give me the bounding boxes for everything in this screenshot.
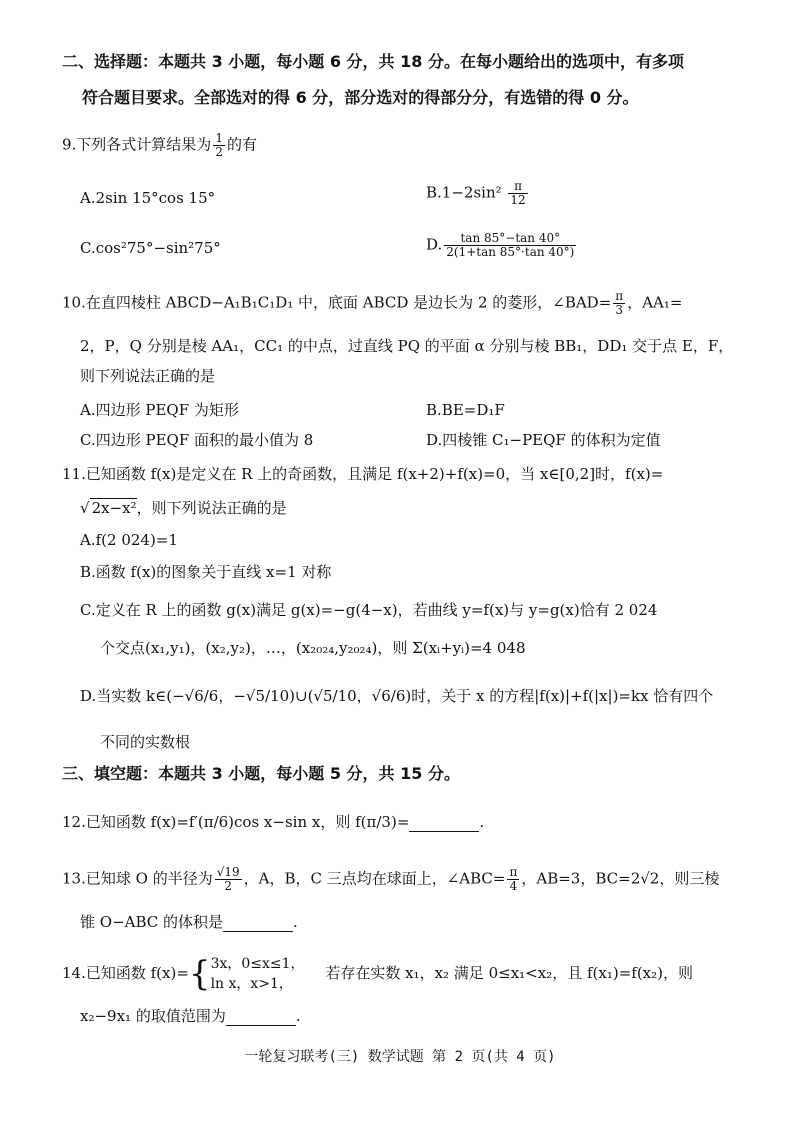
- q13-text-b: ，A，B，C 三点均在球面上，∠ABC=: [243, 869, 506, 888]
- q13-text-a: 13.已知球 O 的半径为: [62, 869, 213, 888]
- q11-option-a: A.f(2 024)=1: [80, 531, 178, 549]
- section2-header-line2: 符合题目要求。全部选对的得 6 分，部分选对的得部分分，有选错的得 0 分。: [82, 88, 639, 107]
- q14-period: .: [295, 1007, 301, 1025]
- q10-option-c: C.四边形 PEQF 面积的最小值为 8: [80, 431, 314, 449]
- q11-option-c-line2: 个交点(x₁,y₁)，(x₂,y₂)，…，(x₂₀₂₄,y₂₀₂₄)，则 Σ(xᵢ+yᵢ)=4 048: [100, 639, 526, 657]
- q13-angle-frac: [507, 866, 519, 893]
- q10-angle-frac: [613, 290, 625, 317]
- q10-option-d: D.四棱锥 C₁−PEQF 的体积为定值: [426, 431, 661, 449]
- q12-period: .: [479, 813, 485, 831]
- q10-option-b: B.BE=D₁F: [426, 401, 505, 419]
- q13-angle-num: π: [509, 865, 518, 879]
- q13-radius-frac: [215, 866, 242, 893]
- q9-option-d-text: D.: [426, 235, 443, 254]
- q9-option-b-num: π: [508, 180, 527, 194]
- q12-answer-blank[interactable]: [409, 817, 479, 832]
- q14-case2: ln x，x>1，: [210, 976, 293, 992]
- q9-stem-text: 9.下列各式计算结果为: [62, 135, 212, 154]
- q13-line1: [62, 866, 719, 893]
- q9-option-b-text: B.1−2sin²: [426, 183, 507, 202]
- section2-header-line1: 二、选择题：本题共 3 小题，每小题 6 分，共 18 分。在每小题给出的选项中，有多项: [62, 52, 684, 71]
- section3-header: 三、填空题：本题共 3 小题，每小题 5 分，共 15 分。: [62, 764, 460, 783]
- q10-line3: 则下列说法正确的是: [80, 367, 216, 385]
- q9-option-d-frac: [444, 232, 576, 259]
- q14-case1: 3x，0≤x≤1，: [210, 956, 305, 972]
- q9-stem: [62, 132, 257, 159]
- q13-line2-text: 锥 O−ABC 的体积是: [80, 913, 224, 931]
- q13-line2: [80, 912, 298, 932]
- q11-option-d-line1: D.当实数 k∈(−√6/6，−√5/10)∪(√5/10，√6/6)时，关于 x 的方程|f(x)|+f(|x|)=kx 恰有四个: [80, 687, 714, 705]
- q11-sqrt-expr: 2x−x²: [91, 499, 137, 517]
- q10-line1: [62, 290, 682, 317]
- q9-option-a: A.2sin 15°cos 15°: [80, 189, 216, 207]
- q12: [62, 812, 484, 832]
- q10-option-a: A.四边形 PEQF 为矩形: [80, 401, 239, 419]
- q13-text-c: ，AB=3，BC=2√2，则三棱: [521, 869, 720, 888]
- q13-radius-num: √19: [216, 865, 240, 879]
- q9-option-b-den: 12: [510, 193, 526, 207]
- q9-fraction: [213, 132, 225, 159]
- q13-radius-den: 2: [224, 879, 232, 893]
- q14-line2: [80, 1006, 301, 1026]
- q10-line1-text: 10.在直四棱柱 ABCD−A₁B₁C₁D₁ 中，底面 ABCD 是边长为 2 的菱形，∠BAD=: [62, 293, 612, 312]
- q9-frac-den: 2: [215, 145, 223, 159]
- q10-angle-den: 3: [615, 303, 624, 317]
- q11-line2: √ 2x−x²，则下列说法正确的是: [80, 499, 287, 517]
- q10-line2: 2，P，Q 分别是棱 AA₁，CC₁ 的中点，过直线 PQ 的平面 α 分别与棱 BB₁，DD₁ 交于点 E，F，: [80, 337, 734, 355]
- q10-line1-tail: ，AA₁=: [627, 293, 683, 312]
- q14-answer-blank[interactable]: [226, 1011, 296, 1026]
- q14-text-b: 若存在实数 x₁，x₂ 满足 0≤x₁<x₂，且 f(x₁)=f(x₂)，则: [325, 964, 693, 982]
- q11-option-c-line1: C.定义在 R 上的函数 g(x)满足 g(x)=−g(4−x)，若曲线 y=f(x)与 y=g(x)恰有 2 024: [80, 601, 658, 619]
- q10-angle-num: π: [615, 289, 624, 303]
- q13-answer-blank[interactable]: [223, 917, 293, 932]
- q12-text: 12.已知函数 f(x)=f′(π/6)cos x−sin x，则 f(π/3)=: [62, 813, 410, 831]
- q14-line2-text: x₂−9x₁ 的取值范围为: [80, 1007, 226, 1025]
- q13-period: .: [293, 913, 298, 931]
- q11-option-d-line2: 不同的实数根: [100, 733, 191, 751]
- q14-cases: [211, 954, 305, 994]
- q9-option-d: [426, 232, 578, 259]
- q11-line2-text: ，则下列说法正确的是: [136, 499, 287, 517]
- q14-brace: {: [188, 954, 211, 994]
- q9-option-d-den: 2(1+tan 85°·tan 40°): [446, 245, 575, 259]
- q9-option-c: C.cos²75°−sin²75°: [80, 239, 221, 257]
- q9-stem-tail: 的有: [226, 135, 257, 154]
- q9-frac-num: 1: [215, 131, 223, 145]
- q9-option-b: [426, 180, 530, 207]
- q14-text-a: 14.已知函数 f(x)=: [62, 964, 189, 982]
- q14-line1: [62, 950, 693, 996]
- page-footer: 一轮复习联考(三) 数学试题 第 2 页(共 4 页): [244, 1049, 556, 1065]
- q13-angle-den: 4: [509, 879, 518, 893]
- q11-line1: 11.已知函数 f(x)是定义在 R 上的奇函数，且满足 f(x+2)+f(x)=0，当 x∈[0,2]时，f(x)=: [62, 465, 664, 483]
- q11-option-b: B.函数 f(x)的图象关于直线 x=1 对称: [80, 563, 332, 581]
- q9-option-b-frac: [508, 180, 527, 207]
- q9-option-d-num: tan 85°−tan 40°: [444, 232, 576, 246]
